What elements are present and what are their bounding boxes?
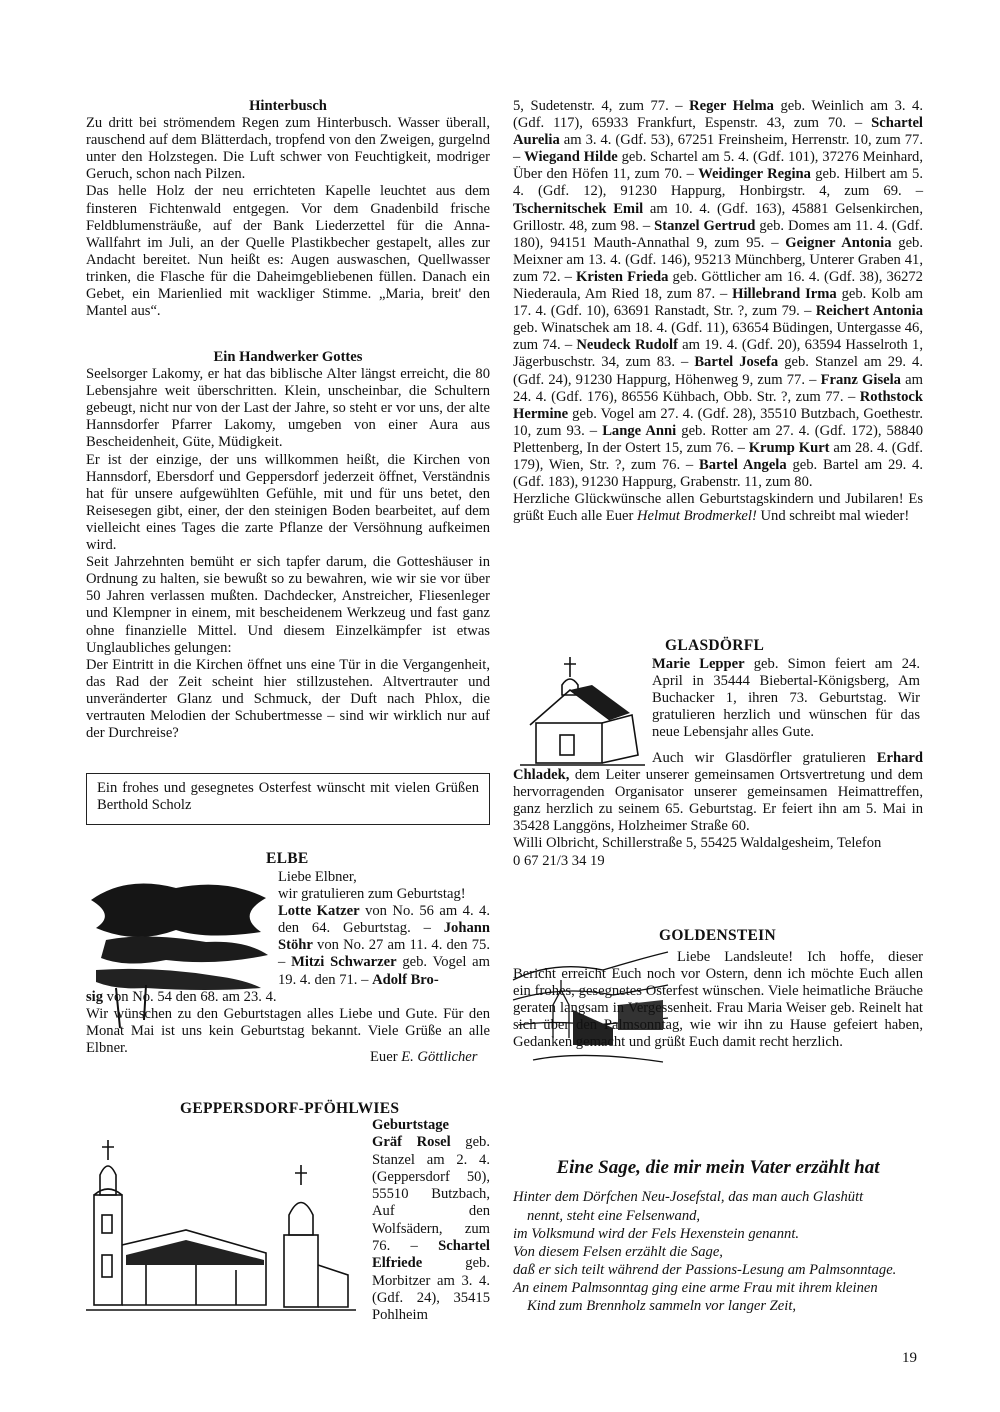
glasdoerfl-name-2: Erhard Chladek, (513, 750, 923, 784)
elbe-name-3: Mitzi Schwarzer (291, 954, 397, 971)
elbe-text (86, 869, 490, 1057)
glasdoerfl-signature-2: 0 67 21/3 34 19 (513, 852, 605, 869)
geppersdorf-title: GEPPERSDORF-PFÖHLWIES (180, 1100, 400, 1117)
elbe-greeting-2: wir gratulieren zum Geburtstag! (278, 886, 466, 903)
geppersdorf-name-2: Schartel Elfriede (372, 1238, 490, 1272)
sage-line-3: im Volksmund wird der Fels Hexenstein genannt. (513, 1226, 800, 1242)
geppersdorf-birthdays: Gräf Rosel geb. Stanzel am 2. 4. (Geppersdorf 50), 55510 Butzbach, Auf den Wolfsädern, zum 76. – Schartel Elfriede geb. Morbitzer am 3. 4. (Gdf. 24), 35415 Pohlheim (372, 1134, 490, 1324)
elbe-greeting-1: Liebe Elbner, (278, 869, 357, 885)
glasdoerfl-text-bottom (513, 750, 923, 870)
sage-line-5: daß er sich teilt während der Passions-Lesung am Palmsonntage. (513, 1262, 897, 1278)
geppersdorf-name-1: Gräf Rosel (372, 1134, 451, 1151)
sage-line-4: Von diesem Felsen erzählt die Sage, (513, 1244, 723, 1260)
birthday-list: 5, Sudetenstr. 4, zum 77. – Reger Helma geb. Weinlich am 3. 4. (Gdf. 117), 65933 Frankfurt, Espenstr. 43, zum 70. – Schartel Aurelia am 3. 4. (Gdf. 53), 67251 Freinsheim, Herrenstr. 10, zum 77. – Wiegand Hilde geb. Schartel am 5. 4. (Gdf. 101), 37276 Meinhard, Über den Höfen 11, zum 70. – Weidinger Regina geb. Hilbert am 5. 4. (Gdf. 12), 91230 Happurg, Honbirgstr. 4, zum 69. – Tschernitschek Emil am 10. 4. (Gdf. 163), 45881 Gelsenkirchen, Grillostr. 48, zum 98. – Stanzel Gertrud geb. Domes am 11. 4. (Gdf. 180), 94151 Mauth-Annathal 9, zum 95. – Geigner Antonia geb. Meixner am 13. 4. (Gdf. 146), 95213 Münchberg, Unterer Graben 41, zum 72. – Kristen Frieda geb. Göttlicher am 16. 4. (Gdf. 38), 36272 Niederaula, Am Ried 18, zum 87. – Hillebrand Irma geb. Kolb am 17. 4. (Gdf. 10), 63691 Ranstadt, Str. ?, zum 79. – Reichert Antonia geb. Winatschek am 18. 4. (Gdf. 11), 63654 Büdingen, Untergasse 46, zum 74. – Neudeck Rudolf am 19. 4. (Gdf. 20), 63594 Hasselroth 1, Jägerbuschstr. 34, zum 83. – Bartel Josefa geb. Stanzel am 29. 4. (Gdf. 24), 91230 Happurg, Höhenweg 9, zum 77. – Franz Gisela am 24. 4. (Gdf. 176), 86556 Kühbach, Obb. Str. ?, zum 77. – Rothstock Hermine geb. Vogel am 27. 4. (Gdf. 28), 35510 Butzbach, Goethestr. 10, zum 93. – Lange Anni geb. Rotter am 27. 4. (Gdf. 172), 58840 Plettenberg, In der Ostert 15, zum 76. – Krump Kurt am 28. 4. (Gdf. 179), Wien, Str. ?, zum 76. – Bartel Angela geb. Bartel am 29. 4. (Gdf. 183), 91230 Happurg, Grabenstr. 11, zum 80. (513, 98, 924, 491)
glasdoerfl-paragraph-1: Marie Lepper geb. Simon feiert am 24. April in 35444 Biebertal-Königsberg, Am Buchacker 1, ihren 73. Geburtstag. Wir gratulieren herzlich und wünschen für das neue Lebensjahr alles Gute. (652, 656, 920, 741)
elbe-name-2: Johann Stöhr (278, 920, 490, 954)
elbe-birthdays: Lotte Katzer von No. 56 am 4. 4. den 64. Geburtstag. – Johann Stöhr von No. 27 am 11. 4. den 75. – Mitzi Schwarzer geb. Vogel am 19. 4. den 71. – Adolf Bro- (278, 903, 490, 988)
sage-title: Eine Sage, die mir mein Vater erzählt hat (556, 1157, 880, 1178)
glasdoerfl-name-1: Marie Lepper (652, 656, 745, 672)
hinterbusch-paragraph-1: Zu dritt bei strömendem Regen zum Hinterbusch. Wasser überall, rauschend auf dem Blätterdach, tropfend von den Zweigen, gurgelnd unter den Holzstegen. Die Luft schwer von Feuchtigkeit, modriger Geruch, schon nach Pilzen. (86, 115, 490, 183)
goldenstein-title: GOLDENSTEIN (659, 927, 776, 944)
goldenstein-paragraph: Liebe Landsleute! Ich hoffe, dieser Bericht erreicht Euch noch vor Ostern, denn ich möchte Euch allen ein frohes, gesegnetes Osterfest wünschen. Viele heimatliche Bräuche geraten langsam in Vergessenheit. Frau Maria Weiser geb. Reinelt hat sich über den Palmsonntag, wie wir ihn zu Hause gefeiert haben, Gedanken gemacht und grüßt Euch damit recht herzlich. (513, 949, 923, 1051)
glasdoerfl-text-top (652, 656, 920, 741)
handwerker-paragraph-3: Seit Jahrzehnten bemüht er sich tapfer darum, die Gotteshäuser in Ordnung zu halten, sie bewußt so zu bewahren, wie wir sie vor über 50 Jahren verlassen mußten. Dachdecker, Anstreicher, Fliesenleger und Klempner in einem, mit bescheidenem Werkzeug und fast ganz ohne finanzielle Mittel. Und diesem Einzelkämpfer ist etwas Unglaubliches gelungen: (86, 554, 490, 656)
handwerker-paragraph-1: Seelsorger Lakomy, er hat das biblische Alter längst erreicht, die 80 Lebensjahre weit überschritten. Klein, unscheinbar, die Schultern gebeugt, nicht nur von der Last der Jahre, so steht er vor uns, der alte Hannsdorfer Pfarrer Lakomy, umgeben von einer Aura aus Bescheidenheit, Güte, Müdigkeit. (86, 366, 490, 451)
sage-line-6: An einem Palmsonntag ging eine arme Frau mit ihrem kleinen (513, 1280, 878, 1296)
sage-line-1: Hinter dem Dörfchen Neu-Josefstal, das man auch Glashütt (513, 1189, 864, 1205)
handwerker-article (86, 349, 490, 742)
elbe-title: ELBE (266, 850, 309, 867)
handwerker-paragraph-2: Er ist der einzige, der uns willkommen heißt, die Kirchen von Hannsdorf, Ebersdorf und Geppersdorf jederzeit öffnet, Verständnis hat für unsere aufgewühlten Gefühle, mit und für uns betet, den Reisesegen gibt, einer, der den steinigen Boden bearbeitet, auf dem vielleicht eines Tages die zarte Pflanze der Versöhnung aufkeimen wird. (86, 451, 490, 554)
birthday-closing: Herzliche Glückwünsche allen Geburtstagskindern und Jubilaren! Es grüßt Euch alle Euer Helmut Brodmerkel! Und schreibt mal wieder! (513, 491, 923, 525)
geppersdorf-text (372, 1117, 490, 1325)
geppersdorf-church-illustration (86, 1135, 356, 1320)
elbe-signature: Euer E. Göttlicher (370, 1049, 478, 1065)
elbe-name-1: Lotte Katzer (278, 903, 360, 920)
glasdoerfl-title: GLASDÖRFL (665, 637, 765, 654)
sage-line-2: nennt, steht eine Felsenwand, (527, 1208, 701, 1224)
goldenstein-text (513, 949, 923, 1052)
elbe-name-4a: Adolf Bro- (372, 971, 439, 988)
page-number: 19 (902, 1350, 917, 1366)
handwerker-paragraph-4: Der Eintritt in die Kirchen öffnet uns eine Tür in die Vergangenheit, das Rad der Zeit scheint hier stillzustehen. Altvertrauter und unveränderter Glanz und Schmuck, der Duft nach Phlox, die vertrauten Melodien der Schubertmesse – sind wir wirklich nur auf der Durchreise? (86, 656, 490, 742)
handwerker-title: Ein Handwerker Gottes (213, 349, 363, 365)
easter-greeting-box: Ein frohes und gesegnetes Osterfest wünscht mit vielen Grüßen Berthold Scholz (86, 773, 490, 825)
hinterbusch-paragraph-2: Das helle Holz der neu errichteten Kapelle leuchtet aus dem finsteren Fichtenwald entgegen. Vor dem Gnadenbild frische Feldblumensträuße, auf der Bank Liederzettel für die Anna-Wallfahrt im Juli, an der Quelle Plastikbecher gestapelt, alles zur Andacht bereitet. Nun heißt es: Augen auswaschen, Quellwasser trinken, die Flasche für die Daheimgebliebenen füllen. Danach ein Gebet, ein Marienlied mit wackliger Stimme. „Maria, breit' den Mantel aus“. (86, 183, 490, 320)
glasdoerfl-paragraph-2: Auch wir Glasdörfler gratulieren Erhard Chladek, dem Leiter unserer gemeinsamen Ortsvertretung und dem hervorragenden Organisator unserer gemeinsamen Heimattreffen, ganz herzlich zu seinem 65. Geburtstag. Er feiert ihn am 5. Mai in 35428 Langgöns, Holzheimer Straße 60. (513, 750, 923, 835)
glasdoerfl-signature-1: Willi Olbricht, Schillerstraße 5, 55425 Waldalgesheim, Telefon (513, 835, 882, 852)
elbe-birthday-last: sig von No. 54 den 68. am 23. 4. (86, 988, 277, 1005)
elbe-name-4b: sig (86, 988, 104, 1005)
hinterbusch-title: Hinterbusch (249, 98, 327, 114)
elbe-closing: Wir wünschen zu den Geburtstagen alles Liebe und Gute. Für den Monat Mai ist uns kein Geburtstag bekannt. Viele Grüße an alle Elbner. (86, 1005, 490, 1056)
sage-line-7: Kind zum Brennholz sammeln vor langer Zeit, (527, 1298, 797, 1314)
geppersdorf-birthdays-continued (513, 98, 923, 525)
hinterbusch-article (86, 98, 490, 320)
geppersdorf-subtitle: Geburtstage (372, 1117, 450, 1133)
